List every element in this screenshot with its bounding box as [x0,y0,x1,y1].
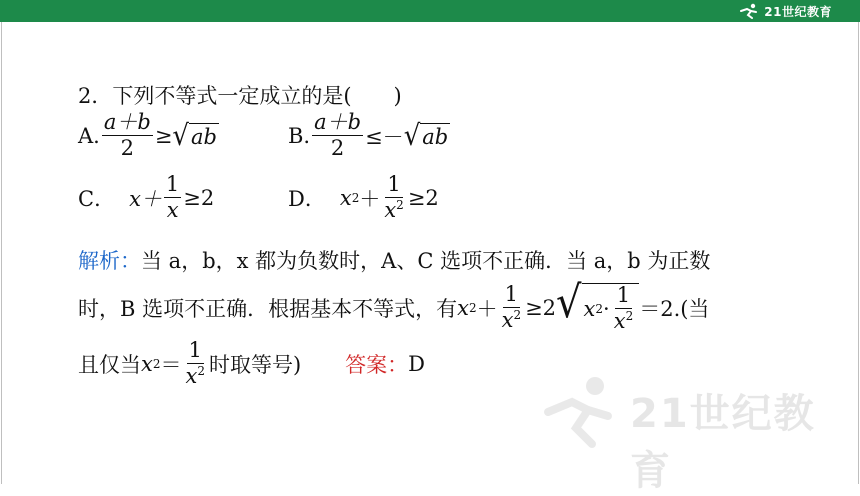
question-stem [78,80,402,110]
watermark-text: 21世纪教育 [630,391,816,494]
option-b-fraction [312,112,363,159]
option-b [288,112,450,159]
solution-line-3-fraction [183,340,206,387]
radical-sign-icon: √ [556,277,582,328]
option-d-plus: ＋ [359,186,381,211]
solution-line-3-denominator [183,364,206,387]
top-banner [0,0,860,22]
solution-line-2-rad-den-exponent: 2 [625,309,634,323]
solution-line-3-den-exponent: 2 [197,364,205,378]
question-stem-text: 2．下列不等式一定成立的是( ) [78,84,402,108]
solution-line-2-rad-x: x [583,296,596,321]
left-border [1,22,2,484]
option-d-denominator [382,198,405,221]
solution-line-3-x: x [141,351,153,376]
solution-line-2-radicand: x 2 · $\frac{1}{x^2}$ [582,283,640,332]
option-d-x: x [339,185,352,210]
solution-line-2-rad-numerator: 1 [616,283,631,307]
option-a-sqrt [172,119,219,152]
option-b-sqrt [403,119,451,152]
watermark [540,372,830,494]
option-d: D． x 2 ＋ $\frac{1}{x^2}$ ≥2 [288,172,439,222]
option-d-numerator: 1 [387,172,401,196]
option-c-rhs: ≥2 [183,185,215,210]
right-border [858,22,859,484]
solution-line-2-x: x [457,295,469,320]
solution-line-2-den-x: x [501,308,514,332]
option-c-denominator: x [166,198,179,222]
option-a-fraction [102,112,153,159]
answer-value: D [408,351,426,376]
option-c-fraction [164,174,181,221]
option-c-numerator: 1 [165,172,180,196]
option-d-den-exponent: 2 [396,198,404,212]
option-b-label: B. [288,123,311,148]
brand-logo [738,2,832,20]
solution-line-2-pre: 时，B 选项不正确．根据基本不等式，有 [78,296,458,321]
solution-line-1 [78,245,710,275]
running-figure-icon [540,372,620,452]
option-c [78,174,214,221]
option-d-den-x: x [384,198,397,222]
solution-line-2-post: ＝2.(当 [639,296,710,321]
option-a-numerator: a＋b [103,110,151,134]
option-c-label: C． [78,186,116,211]
solution-line-2-plus: ＋ [476,296,498,321]
solution-line-2-rad-fraction [612,285,635,332]
option-a-denominator: 2 [120,136,135,160]
brand-text: 21世纪教育 [764,4,832,19]
running-figure-icon [738,3,760,19]
option-a-radicand: ab [191,124,217,149]
solution-line-3-equals: ＝ [160,352,182,377]
solution-line-2: 时，B 选项不正确．根据基本不等式，有 x 2 ＋ $\frac{1}{x^2}$ ≥2 √ x 2 · $\frac{1}{x^2}$ ＝2.(当 [78,277,710,333]
option-c-lhs: x＋ [129,186,162,211]
option-a-label: A. [78,123,100,148]
solution-line-3: 且仅当 x 2 ＝ $\frac{1}{x^2}$ 时取等号) 答案： D [78,338,426,388]
option-a [78,112,219,159]
option-b-radicand: ab [422,124,449,149]
solution-line-2-rad-dot: · [603,296,610,321]
solution-line-2-numerator: 1 [504,282,519,306]
option-b-denominator: 2 [330,136,345,160]
solution-line-3-den-x: x [185,364,198,388]
solution-line-3-post: 时取等号) [208,352,302,377]
solution-line-1-text: 当 a，b，x 都为负数时，A、C 选项不正确．当 a，b 为正数 [141,249,711,273]
option-a-relation: ≥ [154,123,173,148]
solution-line-2-relation: ≥2 [525,295,557,320]
solution-line-2-denominator [500,308,523,331]
solution-line-3-pre: 且仅当 [78,352,141,377]
solution-line-2-rad-den-x: x [613,309,626,333]
option-d-fraction [382,174,405,221]
solution-line-2-den-exponent: 2 [513,308,522,322]
answer-label: 答案： [345,352,409,377]
solution-line-2-sqrt [556,277,639,333]
solution-line-2-fraction [500,284,523,331]
option-b-relation: ≤－ [365,124,404,149]
radical-sign-icon: √ [172,119,189,152]
option-d-rhs: ≥2 [407,185,439,210]
solution-line-2-rad-denominator [612,309,635,332]
solution-line-3-numerator: 1 [188,338,202,362]
solution-label: 解析： [78,249,141,273]
option-b-numerator: a＋b [314,110,362,134]
radical-sign-icon: √ [403,119,421,152]
option-d-label: D． [288,186,326,211]
